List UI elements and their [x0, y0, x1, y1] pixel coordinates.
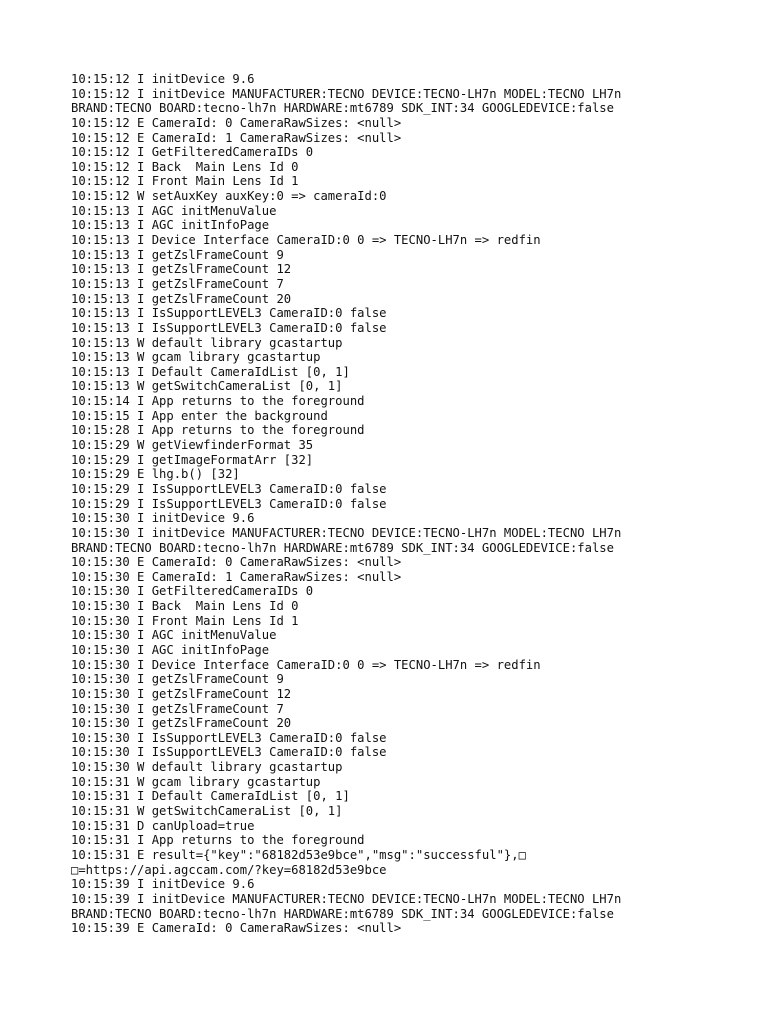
log-line: 10:15:30 I initDevice MANUFACTURER:TECNO DEVICE:TECNO-LH7n MODEL:TECNO LH7n — [71, 525, 622, 540]
log-line: 10:15:30 E CameraId: 1 CameraRawSizes: <null> — [71, 569, 402, 584]
log-line: 10:15:13 I AGC initInfoPage — [71, 218, 270, 233]
log-line: 10:15:30 I AGC initMenuValue — [71, 628, 277, 643]
log-line: 10:15:13 I IsSupportLEVEL3 CameraID:0 false — [71, 320, 387, 335]
log-line: BRAND:TECNO BOARD:tecno-lh7n HARDWARE:mt6789 SDK_INT:34 GOOGLEDEVICE:false — [71, 540, 614, 555]
log-line: 10:15:30 I IsSupportLEVEL3 CameraID:0 false — [71, 730, 387, 745]
log-line: 10:15:30 I getZslFrameCount 12 — [71, 686, 292, 701]
log-line: 10:15:13 I getZslFrameCount 9 — [71, 247, 284, 262]
log-line: 10:15:39 I initDevice MANUFACTURER:TECNO DEVICE:TECNO-LH7n MODEL:TECNO LH7n — [71, 891, 622, 906]
log-line: 10:15:30 I GetFilteredCameraIDs 0 — [71, 584, 314, 599]
log-line: 10:15:13 I getZslFrameCount 20 — [71, 291, 292, 306]
log-line: 10:15:14 I App returns to the foreground — [71, 394, 365, 409]
log-line: 10:15:30 I IsSupportLEVEL3 CameraID:0 false — [71, 745, 387, 760]
log-line: 10:15:31 D canUpload=true — [71, 818, 255, 833]
log-line: 10:15:30 E CameraId: 0 CameraRawSizes: <null> — [71, 555, 402, 570]
log-line: 10:15:30 I Back Main Lens Id 0 — [71, 599, 299, 614]
log-line: 10:15:28 I App returns to the foreground — [71, 423, 365, 438]
log-line: 10:15:31 I App returns to the foreground — [71, 833, 365, 848]
log-line: 10:15:12 E CameraId: 1 CameraRawSizes: <null> — [71, 130, 402, 145]
log-line: 10:15:30 I getZslFrameCount 9 — [71, 672, 284, 687]
log-line: BRAND:TECNO BOARD:tecno-lh7n HARDWARE:mt6789 SDK_INT:34 GOOGLEDEVICE:false — [71, 906, 614, 921]
log-line: 10:15:12 I Back Main Lens Id 0 — [71, 159, 299, 174]
log-line: 10:15:31 W getSwitchCameraList [0, 1] — [71, 804, 343, 819]
log-line: 10:15:30 I Device Interface CameraID:0 0 => TECNO-LH7n => redfin — [71, 657, 541, 672]
log-line: 10:15:13 I AGC initMenuValue — [71, 203, 277, 218]
log-line: 10:15:30 I Front Main Lens Id 1 — [71, 613, 299, 628]
log-line: 10:15:13 I IsSupportLEVEL3 CameraID:0 false — [71, 306, 387, 321]
log-line: 10:15:12 I Front Main Lens Id 1 — [71, 174, 299, 189]
log-line: 10:15:13 I getZslFrameCount 12 — [71, 262, 292, 277]
log-line: 10:15:12 I GetFilteredCameraIDs 0 — [71, 145, 314, 160]
log-line: 10:15:13 I getZslFrameCount 7 — [71, 276, 284, 291]
log-line: 10:15:13 I Device Interface CameraID:0 0 => TECNO-LH7n => redfin — [71, 233, 541, 248]
log-line: 10:15:29 I getImageFormatArr [32] — [71, 452, 314, 467]
log-line: 10:15:15 I App enter the background — [71, 408, 328, 423]
log-line: 10:15:30 I AGC initInfoPage — [71, 642, 270, 657]
log-line: 10:15:30 W default library gcastartup — [71, 760, 343, 775]
log-line: 10:15:12 I initDevice MANUFACTURER:TECNO DEVICE:TECNO-LH7n MODEL:TECNO LH7n — [71, 86, 622, 101]
log-line: 10:15:30 I initDevice 9.6 — [71, 511, 255, 526]
log-line: 10:15:13 W getSwitchCameraList [0, 1] — [71, 379, 343, 394]
log-line: 10:15:30 I getZslFrameCount 20 — [71, 716, 292, 731]
log-line: 10:15:29 E lhg.b() [32] — [71, 467, 240, 482]
log-line: 10:15:31 E result={"key":"68182d53e9bce","msg":"successful"},□ — [71, 847, 526, 862]
log-line: 10:15:12 W setAuxKey auxKey:0 => cameraId:0 — [71, 189, 387, 204]
log-line: 10:15:31 W gcam library gcastartup — [71, 774, 321, 789]
log-line: 10:15:13 W default library gcastartup — [71, 335, 343, 350]
log-line: 10:15:12 E CameraId: 0 CameraRawSizes: <null> — [71, 115, 402, 130]
log-line: 10:15:29 I IsSupportLEVEL3 CameraID:0 false — [71, 496, 387, 511]
log-line: 10:15:13 W gcam library gcastartup — [71, 350, 321, 365]
log-line: □=https://api.agccam.com/?key=68182d53e9bce — [71, 862, 387, 877]
log-line: 10:15:12 I initDevice 9.6 — [71, 72, 255, 86]
log-line: 10:15:29 W getViewfinderFormat 35 — [71, 438, 314, 453]
log-page — [71, 72, 768, 936]
log-line: BRAND:TECNO BOARD:tecno-lh7n HARDWARE:mt6789 SDK_INT:34 GOOGLEDEVICE:false — [71, 101, 614, 116]
log-line: 10:15:30 I getZslFrameCount 7 — [71, 701, 284, 716]
log-line: 10:15:39 E CameraId: 0 CameraRawSizes: <null> — [71, 921, 402, 936]
log-line: 10:15:29 I IsSupportLEVEL3 CameraID:0 false — [71, 481, 387, 496]
log-line: 10:15:31 I Default CameraIdList [0, 1] — [71, 789, 350, 804]
log-line: 10:15:39 I initDevice 9.6 — [71, 877, 255, 892]
log-line: 10:15:13 I Default CameraIdList [0, 1] — [71, 364, 350, 379]
